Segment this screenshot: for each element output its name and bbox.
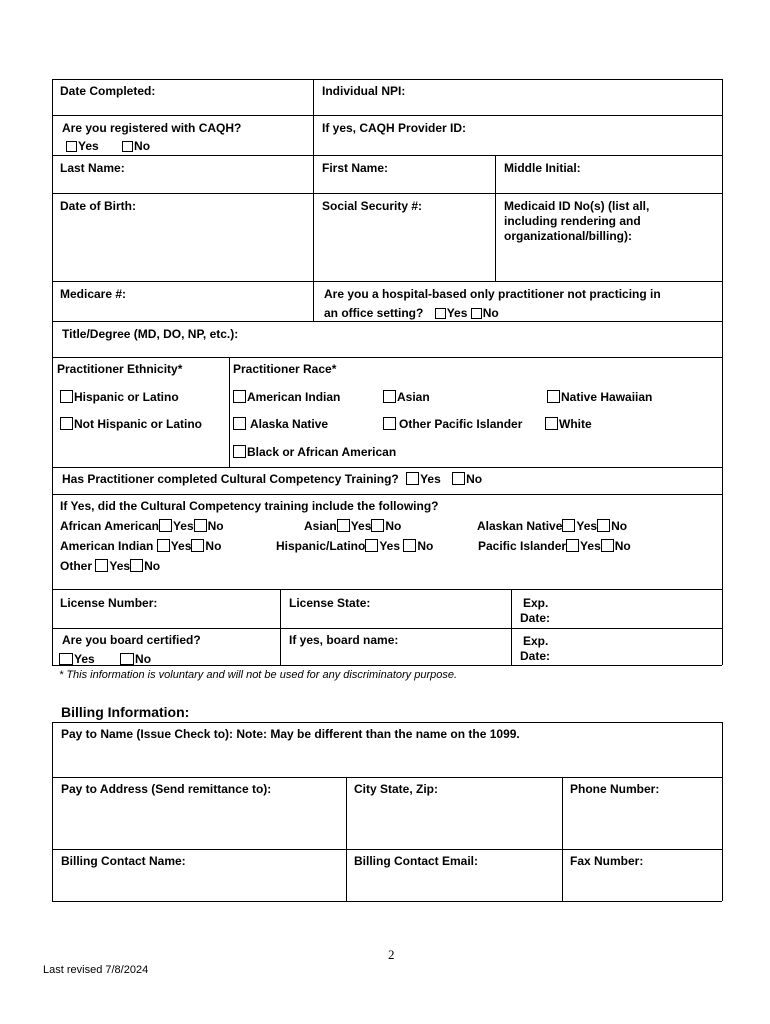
checkbox-icon xyxy=(66,141,77,152)
pay-to-name-label: Pay to Name (Issue Check to): Note: May be different than the name on the 1099. xyxy=(61,727,520,741)
cct-hispanic-yes[interactable]: Yes xyxy=(365,539,400,553)
cct-follow-label: If Yes, did the Cultural Competency training include the following? xyxy=(60,499,439,513)
hospital-question-line2: an office setting? Yes No xyxy=(324,306,499,320)
individual-npi-label: Individual NPI: xyxy=(322,84,406,98)
middle-initial-label: Middle Initial: xyxy=(504,161,581,175)
race-other-pacific-checkbox[interactable]: Other Pacific Islander xyxy=(383,417,522,431)
checkbox-icon xyxy=(191,539,204,552)
checkbox-icon xyxy=(403,539,416,552)
disclaimer-note: * This information is voluntary and will not be used for any discriminatory purpose. xyxy=(59,669,458,681)
checkbox-icon xyxy=(547,390,560,403)
race-american-indian-checkbox[interactable]: American Indian xyxy=(233,390,340,404)
cct-american-indian-yes[interactable]: Yes xyxy=(157,539,192,553)
caqh-id-label: If yes, CAQH Provider ID: xyxy=(322,121,467,135)
race-alaska-native-checkbox[interactable]: Alaska Native xyxy=(233,417,328,431)
billing-contact-email-label: Billing Contact Email: xyxy=(354,854,479,868)
caqh-question-label: Are you registered with CAQH? xyxy=(62,121,242,135)
ethnicity-label: Practitioner Ethnicity* xyxy=(57,362,183,376)
cct-pacific-no[interactable]: No xyxy=(601,539,631,553)
ssn-label: Social Security #: xyxy=(322,199,423,213)
cct-alaskan-native-yes[interactable]: Yes xyxy=(562,519,597,533)
cct-pacific-yes[interactable]: Yes xyxy=(566,539,601,553)
board-exp-label: Exp. xyxy=(523,634,549,648)
checkbox-icon xyxy=(233,390,246,403)
caqh-no-checkbox[interactable]: No xyxy=(122,139,150,153)
cct-other-yes[interactable]: Yes xyxy=(95,559,130,573)
medicaid-label-line1: Medicaid ID No(s) (list all, xyxy=(504,199,650,213)
checkbox-icon xyxy=(545,417,558,430)
date-completed-label: Date Completed: xyxy=(60,84,156,98)
page-number: 2 xyxy=(388,947,395,962)
cct-no-checkbox[interactable]: No xyxy=(452,472,482,486)
fax-number-label: Fax Number: xyxy=(570,854,644,868)
cct-asian-yes[interactable]: Yes xyxy=(337,519,372,533)
medicaid-label-line3: organizational/billing): xyxy=(504,229,632,243)
race-label: Practitioner Race* xyxy=(233,362,337,376)
checkbox-icon xyxy=(159,519,172,532)
cct-american-indian-no[interactable]: No xyxy=(191,539,221,553)
cct-pacific-option: Pacific Islander Yes No xyxy=(478,539,631,553)
caqh-options xyxy=(66,139,150,153)
checkbox-icon xyxy=(471,308,482,319)
cct-yes-checkbox[interactable]: Yes xyxy=(406,472,441,486)
checkbox-icon xyxy=(122,141,133,152)
hospital-no-checkbox[interactable]: No xyxy=(471,306,499,320)
race-native-hawaiian-checkbox[interactable]: Native Hawaiian xyxy=(547,390,652,404)
checkbox-icon xyxy=(130,559,143,572)
checkbox-icon xyxy=(383,417,396,430)
title-degree-label: Title/Degree (MD, DO, NP, etc.): xyxy=(62,327,239,341)
city-state-zip-label: City State, Zip: xyxy=(354,782,439,796)
caqh-yes-checkbox[interactable]: Yes xyxy=(66,139,99,153)
checkbox-icon xyxy=(566,539,579,552)
checkbox-icon xyxy=(60,417,73,430)
checkbox-icon xyxy=(435,308,446,319)
cct-african-american-no[interactable]: No xyxy=(194,519,224,533)
checkbox-icon xyxy=(452,472,465,485)
cct-american-indian-option: American Indian Yes No xyxy=(60,539,222,553)
cct-hispanic-option: Hispanic/Latino Yes No xyxy=(276,539,434,553)
cct-hispanic-no[interactable]: No xyxy=(403,539,433,553)
phone-number-label: Phone Number: xyxy=(570,782,660,796)
race-black-checkbox[interactable]: Black or African American xyxy=(233,445,396,459)
checkbox-icon xyxy=(562,519,575,532)
cct-african-american-yes[interactable]: Yes xyxy=(159,519,194,533)
hospital-question-line1: Are you a hospital-based only practitioner not practicing in xyxy=(324,287,661,301)
race-white-checkbox[interactable]: White xyxy=(545,417,592,431)
board-no-checkbox[interactable]: No xyxy=(120,652,151,666)
checkbox-icon xyxy=(120,653,134,665)
cct-alaskan-native-option: Alaskan Native Yes No xyxy=(477,519,628,533)
ethnicity-hispanic-checkbox[interactable]: Hispanic or Latino xyxy=(60,390,179,404)
cct-alaskan-native-no[interactable]: No xyxy=(597,519,627,533)
license-date-label: Date: xyxy=(520,611,551,625)
dob-label: Date of Birth: xyxy=(60,199,136,213)
cct-other-no[interactable]: No xyxy=(130,559,160,573)
billing-contact-name-label: Billing Contact Name: xyxy=(61,854,186,868)
board-name-label: If yes, board name: xyxy=(289,633,399,647)
checkbox-icon xyxy=(365,539,378,552)
checkbox-icon xyxy=(194,519,207,532)
board-question-label: Are you board certified? xyxy=(62,633,201,647)
board-yes-checkbox[interactable]: Yes xyxy=(59,652,95,666)
license-state-label: License State: xyxy=(289,596,371,610)
checkbox-icon xyxy=(371,519,384,532)
checkbox-icon xyxy=(337,519,350,532)
medicare-label: Medicare #: xyxy=(60,287,127,301)
checkbox-icon xyxy=(60,390,73,403)
cct-other-option: Other Yes No xyxy=(60,559,161,573)
license-number-label: License Number: xyxy=(60,596,158,610)
checkbox-icon xyxy=(383,390,396,403)
ethnicity-not-hispanic-checkbox[interactable]: Not Hispanic or Latino xyxy=(60,417,202,431)
last-revised-footer: Last revised 7/8/2024 xyxy=(43,964,149,976)
medicaid-label-line2: including rendering and xyxy=(504,214,641,228)
checkbox-icon xyxy=(157,539,170,552)
billing-title: Billing Information: xyxy=(61,704,190,720)
last-name-label: Last Name: xyxy=(60,161,125,175)
cct-asian-option: Asian Yes No xyxy=(304,519,402,533)
checkbox-icon xyxy=(601,539,614,552)
cct-african-american-option: African American Yes No xyxy=(60,519,224,533)
hospital-yes-checkbox[interactable]: Yes xyxy=(435,306,468,320)
checkbox-icon xyxy=(95,559,108,572)
pay-to-address-label: Pay to Address (Send remittance to): xyxy=(61,782,272,796)
checkbox-icon xyxy=(597,519,610,532)
first-name-label: First Name: xyxy=(322,161,389,175)
race-asian-checkbox[interactable]: Asian xyxy=(383,390,430,404)
license-exp-label: Exp. xyxy=(523,596,549,610)
checkbox-icon xyxy=(233,417,246,430)
board-options xyxy=(59,652,151,666)
cct-asian-no[interactable]: No xyxy=(371,519,401,533)
checkbox-icon xyxy=(406,472,419,485)
checkbox-icon xyxy=(233,445,246,458)
checkbox-icon xyxy=(59,653,73,665)
board-date-label: Date: xyxy=(520,649,551,663)
cct-question: Has Practitioner completed Cultural Competency Training? Yes No xyxy=(62,472,483,486)
